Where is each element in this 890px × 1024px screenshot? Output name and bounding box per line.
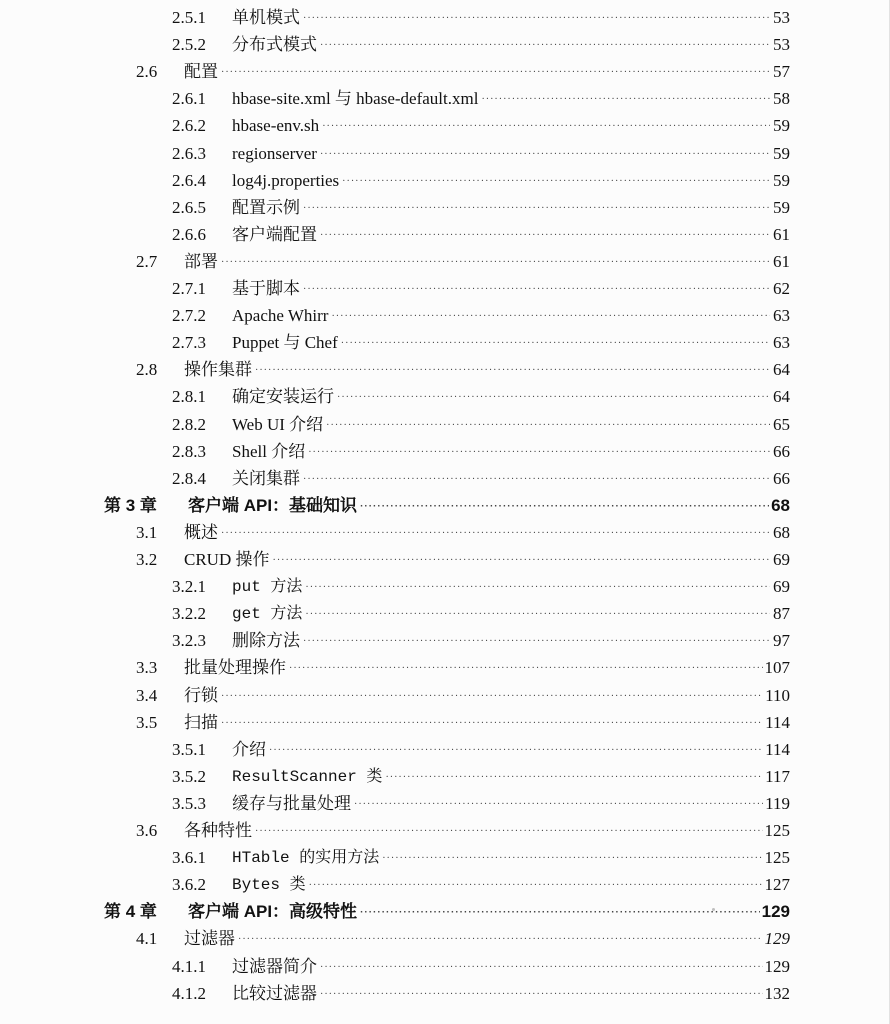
toc-entry-title: Apache Whirr [232,306,329,326]
toc-entry-title: Bytes 类 [232,876,306,895]
toc-entry[interactable] [0,868,790,895]
toc-entry-number: 3.1 [136,522,158,542]
toc-dot-leader [341,339,770,349]
toc-entry-number: 2.7.3 [172,333,206,353]
toc-entry[interactable] [0,841,790,868]
toc-dot-leader [305,610,770,620]
toc-entry-page: 110 [765,685,790,705]
toc-dot-leader [326,421,770,431]
toc-entry-title: 关闭集群 [232,468,300,488]
toc-entry[interactable] [0,435,790,462]
toc-entry-page: 119 [765,793,790,813]
toc-entry-number: 2.5.2 [172,35,206,55]
toc-entry[interactable] [0,55,790,82]
toc-entry-title: put 方法 [232,578,303,597]
toc-entry-title: 部署 [184,251,218,271]
toc-entry[interactable] [0,733,790,760]
toc-entry-page: 65 [773,414,790,434]
toc-entry-number: 2.6.1 [172,89,206,109]
toc-entry-title: log4j.properties [232,170,340,190]
toc-entry-title: 确定安装运行 [232,387,334,407]
toc-entry-title: hbase-env.sh [232,116,320,136]
toc-dot-leader [272,556,770,566]
toc-entry-number: 3.6.2 [172,875,206,895]
toc-dot-leader [382,854,762,864]
toc-entry-title: 删除方法 [232,631,300,651]
toc-entry[interactable] [0,462,790,489]
toc-entry[interactable] [0,679,790,706]
toc-dot-leader [320,990,763,1000]
toc-entry[interactable] [0,82,790,109]
toc-entry-title: Web UI 介绍 [232,414,324,434]
toc-entry-title: regionserver [232,143,317,163]
toc-entry-number: 2.6.2 [172,116,206,136]
toc-entry-title: 过滤器 [184,929,235,949]
toc-entry-page: 69 [773,550,790,569]
toc-entry-title: 比较过滤器 [232,983,317,1003]
toc-entry-title: 批量处理操作 [184,658,286,678]
toc-entry-title: 配置 [184,62,218,82]
toc-entry-page: 69 [773,577,790,597]
toc-dot-leader [221,258,770,268]
toc-entry[interactable] [0,922,790,949]
toc-dot-leader [320,41,770,51]
toc-dot-leader [303,637,770,647]
toc-entry[interactable] [0,543,790,570]
toc-entry-title: 客户端 API：基础知识 [188,495,358,515]
toc-dot-leader [305,583,770,593]
toc-entry-number: 3.6 [136,821,158,840]
toc-entry-page: 125 [764,821,790,840]
toc-entry[interactable] [0,380,790,407]
toc-entry[interactable] [0,950,790,977]
toc-entry-title: CRUD 操作 [184,550,270,569]
toc-entry-page: 66 [773,468,790,488]
toc-entry-title: get 方法 [232,605,303,624]
toc-entry-number: 2.8.1 [172,387,206,407]
toc-dot-leader [303,475,770,485]
toc-dot-leader [221,68,770,78]
toc-entry-page: 127 [764,875,790,895]
toc-entry-number: 2.6.4 [172,170,206,190]
toc-dot-leader [308,448,770,458]
toc-dot-leader [320,150,770,160]
toc-entry-number: 2.8.3 [172,441,206,461]
toc-dot-leader [238,935,763,945]
toc-dot-leader [481,95,770,105]
toc-entry-title: 操作集群 [184,360,252,380]
toc-entry-number: 3.3 [136,658,158,678]
toc-dot-leader [289,664,763,674]
toc-entry-title: hbase-site.xml 与 hbase-default.xml [232,89,479,109]
toc-entry-title: 概述 [184,522,218,542]
toc-entry-page: 58 [773,89,790,109]
toc-entry-title: ResultScanner 类 [232,767,383,786]
toc-chapter-entry[interactable] [0,895,790,922]
scan-speck [712,908,715,911]
toc-entry-page: 97 [773,631,790,651]
toc-entry-number: 2.6.5 [172,197,206,217]
toc-entry[interactable] [0,787,790,814]
toc-chapter-entry[interactable] [0,489,790,516]
toc-entry-number: 3.6.1 [172,848,206,868]
toc-entry-number: 4.1.1 [172,956,206,976]
toc-dot-leader [320,963,763,973]
toc-dot-leader [309,881,763,891]
toc-entry-page: 129 [764,929,790,949]
toc-dot-leader [255,366,770,376]
toc-dot-leader [385,773,763,783]
toc-entry[interactable] [0,326,790,353]
toc-entry-title: 单机模式 [232,8,300,27]
toc-entry[interactable] [0,408,790,435]
toc-entry-title: 行锁 [184,685,218,705]
toc-entry-number: 2.5.1 [172,8,206,27]
toc-entry[interactable] [0,516,790,543]
toc-dot-leader [303,285,770,295]
toc-entry-page: 64 [773,387,790,407]
toc-entry-page: 68 [771,495,790,515]
toc-entry[interactable] [0,191,790,218]
toc-entry[interactable] [0,164,790,191]
toc-entry-page: 107 [764,658,790,678]
toc-entry-number: 3.5.1 [172,739,206,759]
toc-entry-number: 2.8 [136,360,158,380]
toc-entry-page: 61 [773,251,790,271]
toc-entry[interactable] [0,1,790,28]
toc-entry-number: 3.2.2 [172,604,206,624]
toc-entry-page: 53 [773,35,790,55]
toc-entry[interactable] [0,299,790,326]
toc-entry-page: 125 [764,848,790,868]
toc-entry-page: 63 [773,306,790,326]
toc-entry-number: 2.8.4 [172,468,206,488]
toc-entry-page: 63 [773,333,790,353]
toc-dot-leader [360,502,769,512]
toc-dot-leader [221,719,763,729]
toc-entry[interactable] [0,760,790,787]
toc-entry-number: 4.1.2 [172,983,206,1003]
toc-entry-page: 129 [761,902,790,922]
toc-entry[interactable] [0,272,790,299]
toc-entry-page: 114 [765,739,790,759]
toc-entry-number: 第 3 章 [104,495,157,515]
toc-entry-page: 61 [773,224,790,244]
toc-dot-leader [303,14,770,24]
toc-entry-number: 3.2 [136,550,158,569]
toc-entry[interactable] [0,570,790,597]
toc-dot-leader [360,908,760,918]
toc-entry-page: 57 [773,62,790,82]
toc-entry-number: 第 4 章 [104,902,157,922]
toc-entry-page: 64 [773,360,790,380]
toc-entry-number: 3.2.1 [172,577,206,597]
toc-entry-title: 扫描 [184,712,218,732]
toc-entry-number: 2.7.1 [172,279,206,298]
toc-entry-title: 分布式模式 [232,35,317,55]
toc-entry-number: 2.6.6 [172,224,206,244]
toc-dot-leader [255,827,763,837]
toc-dot-leader [221,529,770,539]
toc-entry-number: 3.5.2 [172,766,206,786]
toc-entry-number: 2.6 [136,62,158,82]
toc-entry-page: 59 [773,170,790,190]
toc-entry-page: 62 [773,279,790,298]
toc-entry-number: 3.5 [136,712,158,732]
toc-entry-title: 客户端配置 [232,224,317,244]
toc-entry-title: Puppet 与 Chef [232,333,338,353]
toc-dot-leader [303,204,770,214]
toc-entry-page: 59 [773,143,790,163]
toc-entry-number: 3.5.3 [172,793,206,813]
toc-entry[interactable] [0,245,790,272]
toc-entry-page: 87 [773,604,790,624]
toc-entry[interactable] [0,28,790,55]
toc-entry-page: 129 [764,956,790,976]
toc-entry[interactable] [0,109,790,136]
toc-entry-title: Shell 介绍 [232,441,306,461]
toc-entry[interactable] [0,706,790,733]
toc-dot-leader [221,692,763,702]
toc-entry-title: 缓存与批量处理 [232,793,351,813]
toc-entry-page: 68 [773,522,790,542]
toc-entry-title: 配置示例 [232,197,300,217]
toc-dot-leader [331,312,770,322]
toc-dot-leader [354,800,763,810]
toc-dot-leader [322,122,770,132]
toc-entry[interactable] [0,137,790,164]
toc-entry-page: 114 [765,712,790,732]
toc-entry-number: 3.4 [136,685,158,705]
toc-entry[interactable] [0,814,790,841]
toc-entry[interactable] [0,651,790,678]
toc-dot-leader [320,231,770,241]
toc-entry-page: 132 [764,983,790,1003]
toc-entry-page: 59 [773,116,790,136]
toc-entry-number: 4.1 [136,929,158,949]
toc-entry-title: 介绍 [232,739,266,759]
toc-dot-leader [269,746,763,756]
toc-entry-title: 过滤器简介 [232,956,317,976]
toc-entry[interactable] [0,218,790,245]
toc-entry-number: 2.6.3 [172,143,206,163]
toc-entry-title: 各种特性 [184,821,252,840]
toc-entry-page: 66 [773,441,790,461]
toc-entry-number: 2.7.2 [172,306,206,326]
toc-entry[interactable] [0,353,790,380]
toc-entry-number: 3.2.3 [172,631,206,651]
toc-entry-number: 2.7 [136,251,158,271]
toc-entry-page: 117 [765,766,790,786]
toc-entry[interactable] [0,597,790,624]
toc-entry-title: HTable 的实用方法 [232,849,380,868]
toc-entry[interactable] [0,624,790,651]
toc-dot-leader [337,393,770,403]
toc-entry-page: 59 [773,197,790,217]
toc-entry-title: 客户端 API：高级特性 [188,902,358,922]
toc-entry-title: 基于脚本 [232,279,300,298]
toc-entry-page: 53 [773,8,790,27]
toc-entry-number: 2.8.2 [172,414,206,434]
toc-dot-leader [342,177,770,187]
toc-entry[interactable] [0,977,790,1004]
